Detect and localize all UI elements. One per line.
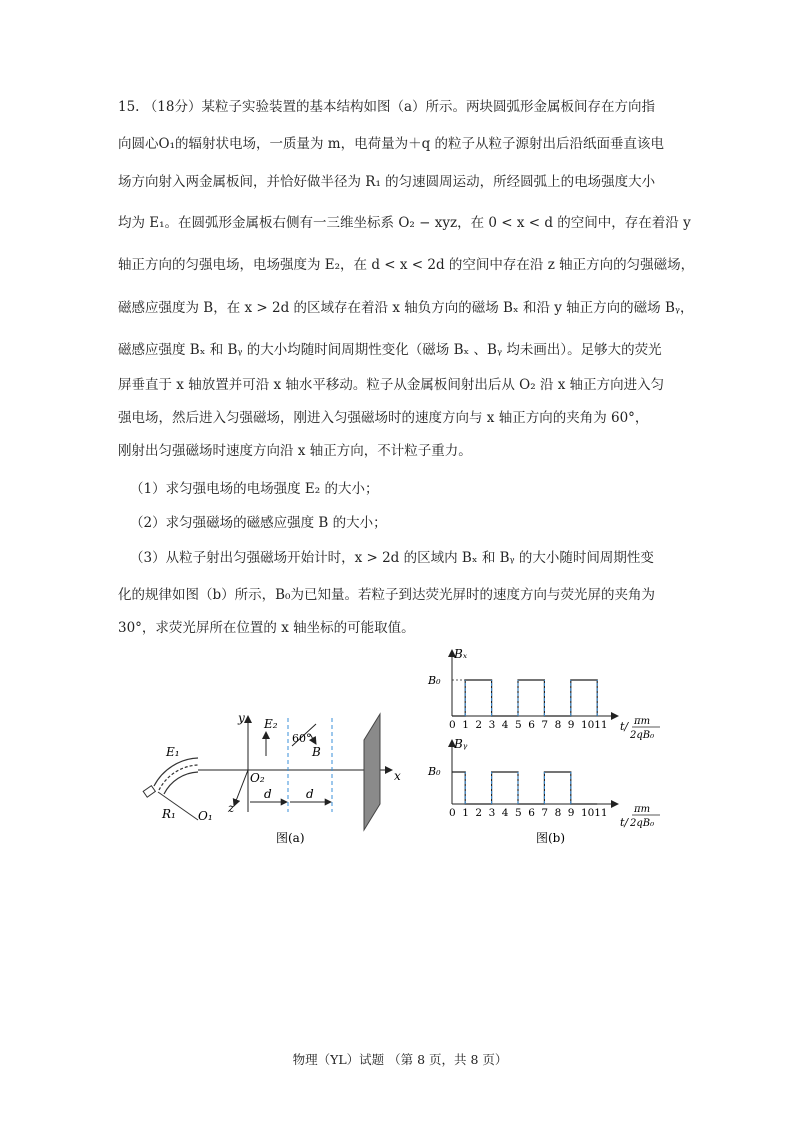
bx-tick-label: 2 [475,719,483,731]
problem-line-10: 刚射出匀强磁场时速度方向沿 x 轴正方向，不计粒子重力。 [118,443,472,459]
problem-line-7: 磁感应强度 Bₓ 和 Bᵧ 的大小均随时间周期性变化（磁场 Bₓ 、Bᵧ 均未画出）。足够大的荧光 [118,342,662,358]
by-tick-label: 1 [462,807,469,819]
by-tick-label: 2 [475,807,483,819]
problem-line-6: 磁感应强度为 B，在 x > 2d 的区域存在着沿 x 轴负方向的磁场 Bₓ 和沿 y 轴正方向的磁场 Bᵧ， [118,300,694,316]
question-3-line-2: 化的规律如图（b）所示，B₀为已知量。若粒子到达荧光屏时的速度方向与荧光屏的夹角为 [118,587,655,603]
label-z: z [228,801,235,815]
by-time-num: πm [634,804,651,815]
label-x: x [394,769,401,783]
arc-plates [154,758,198,794]
label-o1: O₁ [198,809,213,823]
label-e1: E₁ [166,745,180,759]
problem-line-1: 15. （18分）某粒子实验装置的基本结构如图（a）所示。两块圆弧形金属板间存在方向指 [118,99,655,115]
by-trace [452,772,597,804]
bx-time-prefix: t/ [620,720,629,733]
by-tick-label: 11 [594,807,608,819]
problem-line-3: 场方向射入两金属板间，并恰好做半径为 R₁ 的匀速圆周运动，所经圆弧上的电场强度大小 [118,174,656,190]
fluorescent-screen [364,714,380,830]
by-tick-label: 4 [501,807,509,819]
bx-trace [452,680,597,716]
bx-tick-label: 5 [515,719,522,731]
particle-source [143,786,155,797]
figure-a [130,700,410,850]
caption-a: 图(a) [276,831,305,845]
caption-b: 图(b) [536,831,566,845]
by-tick-label: 6 [528,807,535,819]
bx-tick-label: 7 [541,719,549,731]
problem-line-5: 轴正方向的匀强电场，电场强度为 E₂，在 d < x < 2d 的空间中存在沿 z 轴正方向的匀强磁场， [118,257,695,273]
bx-tick-label: 6 [528,719,535,731]
problem-line-4: 均为 E₁。在圆弧形金属板右侧有一三维坐标系 O₂ − xyz，在 0 < x < d 的空间中，存在着沿 y [118,215,691,231]
by-tick-label: 9 [567,807,575,819]
by-tick-label: 5 [515,807,522,819]
problem-line-8: 屏垂直于 x 轴放置并可沿 x 轴水平移动。粒子从金属板间射出后从 O₂ 沿 x 轴正方向进入匀 [118,377,665,393]
page-footer: 物理（YL）试题 （第 8 页，共 8 页） [292,1052,508,1067]
bx-tick-label: 0 [449,719,456,731]
label-o2: O₂ [250,771,265,785]
bx-tick-label: 3 [488,719,496,731]
label-e2: E₂ [264,717,278,731]
bx-time-num: πm [634,716,651,727]
bx-chart [427,648,660,741]
label-d1: d [264,787,272,801]
bx-tick-label: 11 [594,719,608,731]
figure-b [424,648,680,848]
question-2: （2）求匀强磁场的磁感应强度 B 的大小； [130,515,387,531]
label-r1: R₁ [162,807,176,821]
question-3-line-3: 30°，求荧光屏所在位置的 x 轴坐标的可能取值。 [118,620,415,636]
bx-tick-label: 8 [554,719,562,731]
bx-level-label: B₀ [428,674,441,687]
label-b: B [312,745,321,759]
by-label: Bᵧ [454,737,468,751]
z-axis [234,770,248,806]
by-level-label: B₀ [428,765,441,778]
by-tick-label: 10 [581,807,595,819]
bx-tick-label: 10 [581,719,595,731]
label-d2: d [306,787,314,801]
by-time-den: 2qB₀ [630,818,655,829]
label-y: y [238,711,245,725]
problem-line-9: 强电场，然后进入匀强磁场，刚进入匀强磁场时的速度方向与 x 轴正方向的夹角为 60°， [118,410,649,426]
by-tick-label: 7 [541,807,549,819]
label-angle: 60° [292,732,312,745]
bx-time-den: 2qB₀ [630,730,655,741]
by-time-prefix: t/ [620,816,629,829]
by-tick-label: 3 [488,807,496,819]
problem-line-2: 向圆心O₁的辐射状电场，一质量为 m，电荷量为＋q 的粒子从粒子源射出后沿纸面垂直该电 [118,136,665,152]
by-tick-label: 0 [449,807,456,819]
question-3-line-1: （3）从粒子射出匀强磁场开始计时，x > 2d 的区域内 Bₓ 和 Bᵧ 的大小随时间周期性变 [130,550,654,566]
question-1: （1）求匀强电场的电场强度 E₂ 的大小； [130,481,379,497]
bx-tick-label: 1 [462,719,469,731]
bx-tick-label: 9 [567,719,575,731]
bx-label: Bₓ [454,648,468,661]
bx-tick-label: 4 [501,719,509,731]
by-tick-label: 8 [554,807,562,819]
by-chart [427,737,660,829]
